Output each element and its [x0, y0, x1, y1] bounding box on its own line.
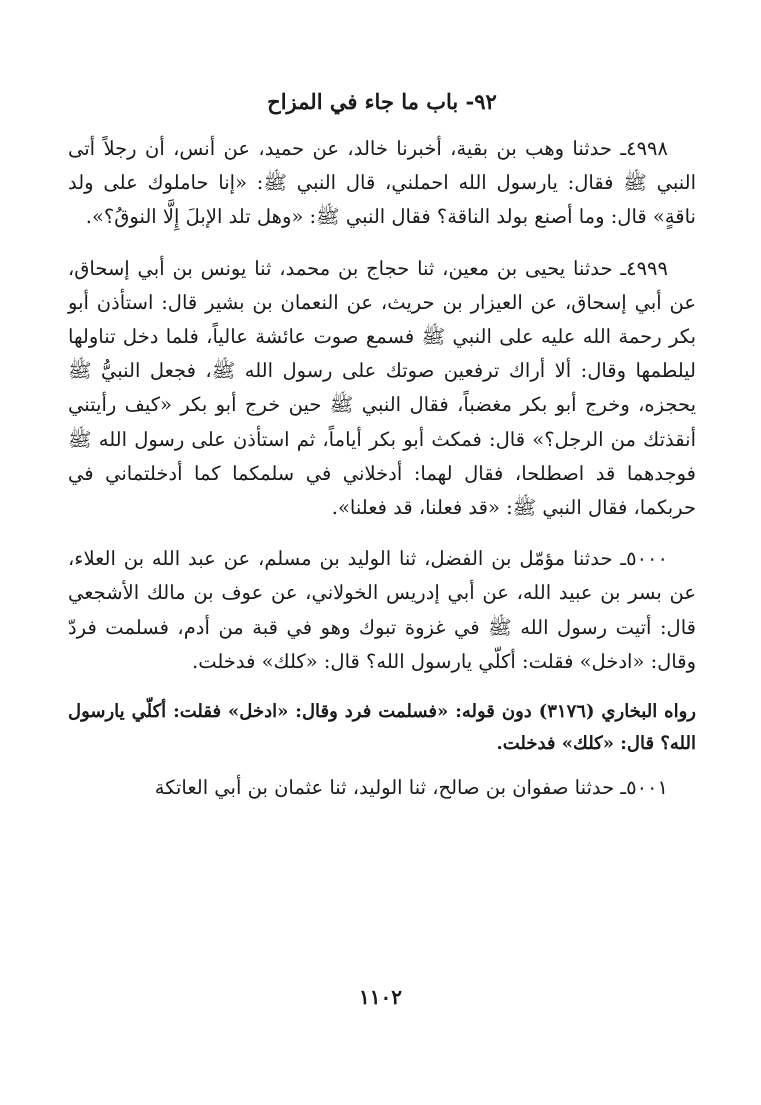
chapter-title: ٩٢- باب ما جاء في المزاح — [267, 89, 497, 114]
hadith-5000: ٥٠٠٠ـ حدثنا مؤمّل بن الفضل، ثنا الوليد بن مسلم، عن عبد الله بن العلاء، عن بسر بن عبيد الله، عن أبي إدريس الخولاني، عن عوف بن مالك الأشجعي قال: أتيت رسول الله ﷺ في غزوة تبوك وهو في قبة من أدم، فسلمت فردّ وقال: «ادخل» فقلت: أكلّي يارسول الله؟ قال: «كلك» فدخلت. — [68, 547, 696, 673]
hadith-4999: ٤٩٩٩ـ حدثنا يحيى بن معين، ثنا حجاج بن محمد، ثنا يونس بن أبي إسحاق، عن أبي إسحاق، عن العيزار بن حريث، عن النعمان بن بشير قال: استأذن أبو بكر رحمة الله عليه على النبي ﷺ فسمع صوت عائشة عالياً، فلما دخل تناولها ليلطمها وقال: ألا أراك ترفعين صوتك على رسول الله ﷺ، فجعل النبيُّ ﷺ يحجزه، وخرج أبو بكر مغضباً، فقال النبي ﷺ حين خرج أبو بكر «كيف رأيتني أنقذتك من الرجل؟» قال: فمكث أبو بكر أياماً، ثم استأذن على رسول الله ﷺ فوجدهما قد اصطلحا، فقال لهما: أدخلاني في سلمكما كما أدخلتماني في حربكما، فقال النبي ﷺ: «قد فعلنا، قد فعلنا». — [68, 256, 696, 520]
hadith-4998: ٤٩٩٨ـ حدثنا وهب بن بقية، أخبرنا خالد، عن حميد، عن أنس، أن رجلاً أتى النبي ﷺ فقال: يارسول الله احملني، قال النبي ﷺ: «إنا حاملوك على ولد ناقةٍ» قال: وما أصنع بولد الناقة؟ فقال النبي ﷺ: «وهل تلد الإبلَ إِلَّا النوقُ؟». — [68, 137, 696, 229]
takhrij-note: رواه البخاري (٣١٧٦) دون قوله: «فسلمت فرد وقال: «ادخل» فقلت: أكلّي يارسول الله؟ قال: «كلك» فدخلت. — [68, 701, 697, 755]
page-number: ١١٠٢ — [359, 985, 402, 1009]
hadith-5001: ٥٠٠١ـ حدثنا صفوان بن صالح، ثنا الوليد، ثنا عثمان بن أبي العاتكة — [154, 776, 668, 800]
page-body — [68, 84, 696, 805]
